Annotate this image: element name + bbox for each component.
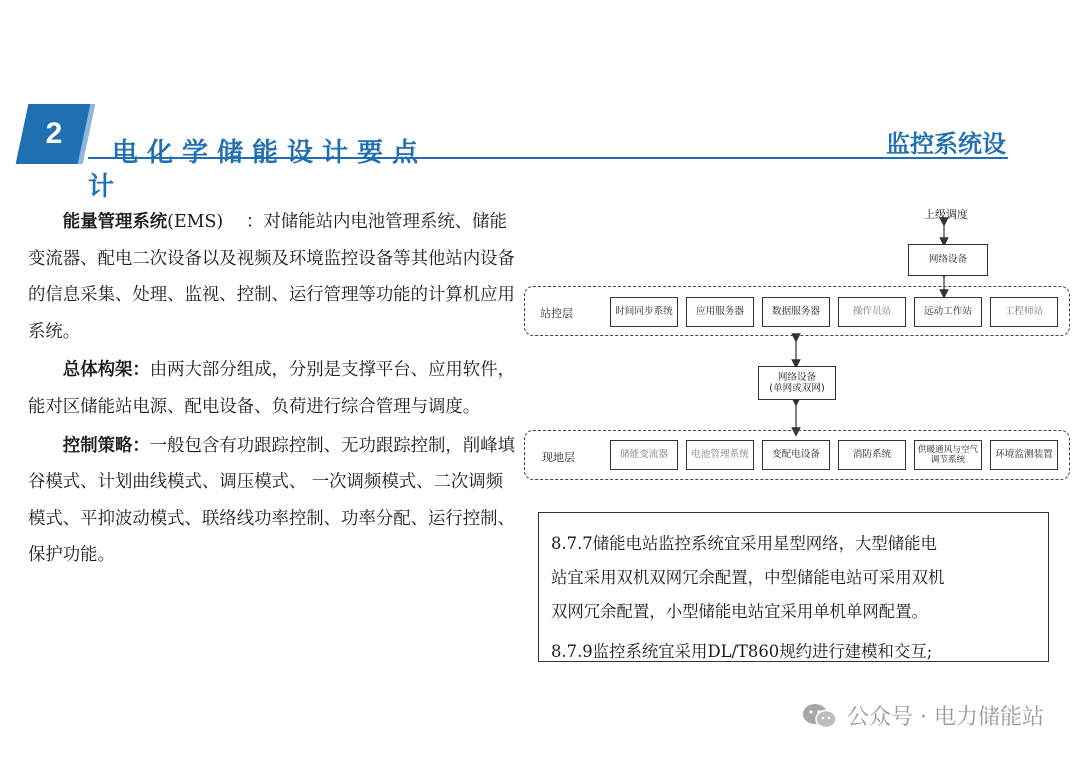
- field-node-fire: 消防系统: [838, 440, 906, 470]
- network-device-mid: [758, 366, 836, 400]
- standard-line-4: 8.7.9监控系统宜采用DL/T860规约进行建模和交互;: [551, 642, 933, 661]
- standard-line-1: 8.7.7储能电站监控系统宜采用星型网络，大型储能电: [551, 534, 937, 553]
- field-node-distribution: 变配电设备: [762, 440, 830, 470]
- page-title-right: 监控系统设: [886, 129, 1006, 158]
- field-node-pcs: 储能变流器: [610, 440, 678, 470]
- hvac-line2: 调节系统: [930, 455, 966, 465]
- station-layer-label: 站控层: [540, 307, 573, 320]
- station-node-data-server: 数据服务器: [762, 297, 830, 327]
- station-node-time-sync: 时间同步系统: [610, 297, 678, 327]
- station-node-engineer: 工程师站: [990, 297, 1058, 327]
- ems-heading: 能量管理系统: [62, 212, 168, 232]
- standards-box: [538, 512, 1049, 662]
- field-node-bms: 电池管理系统: [686, 440, 754, 470]
- paragraph-strategy: [28, 428, 516, 574]
- wechat-icon: [801, 702, 839, 730]
- architecture-diagram: [520, 198, 1072, 494]
- station-node-app-server: 应用服务器: [686, 297, 754, 327]
- station-node-operator: 操作员站: [838, 297, 906, 327]
- field-node-environment: 环境监测装置: [990, 440, 1058, 470]
- paragraph-ems: [28, 204, 516, 350]
- network-device-top: 网络设备: [908, 244, 988, 276]
- station-node-telecontrol: 远动工作站: [914, 297, 982, 327]
- section-number: 2: [45, 117, 63, 150]
- body-text: [28, 204, 516, 576]
- superior-dispatch-label: 上级调度: [924, 208, 968, 221]
- standard-line-2: 站宜采用双机双网冗余配置，中型储能电站可采用双机: [551, 568, 945, 587]
- standard-line-3: 双网冗余配置，小型储能电站宜采用单机单网配置。: [551, 602, 928, 621]
- strategy-heading: 控制策略：: [62, 435, 150, 456]
- watermark-text: 公众号 · 电力储能站: [847, 705, 1044, 730]
- architecture-text: 由两大部分组成，分别是支撑平台、应用软件，能对区储能站电源、配电设备、负荷进行综合管理与调度。: [28, 360, 515, 417]
- field-layer-label: 现地层: [542, 451, 575, 464]
- page-title: 电化学储能设计要点: [112, 138, 428, 168]
- strategy-text: 一般包含有功跟踪控制、无功跟踪控制，削峰填谷模式、计划曲线模式、调压模式、 一次调频模式、二次调频模式、平抑波动模式、联络线功率控制、功率分配、运行控制、保护功能。: [28, 435, 515, 566]
- network-mid-line2: (单网或双网): [769, 383, 825, 394]
- paragraph-architecture: [28, 352, 516, 425]
- architecture-heading: 总体构架：: [62, 360, 150, 381]
- ems-text: (EMS) ：对储能站内电池管理系统、储能变流器、配电二次设备以及视频及环境监控设备等其他站内设备的信息采集、处理、监视、控制、运行管理等功能的计算机应用系统。: [28, 212, 515, 342]
- page-title-wrap: 计: [88, 172, 115, 202]
- hvac-line1: 供暖通风与空气: [917, 444, 979, 455]
- network-mid-line1: 网络设备: [777, 371, 817, 383]
- field-node-hvac: [914, 440, 982, 470]
- watermark: [801, 700, 1044, 731]
